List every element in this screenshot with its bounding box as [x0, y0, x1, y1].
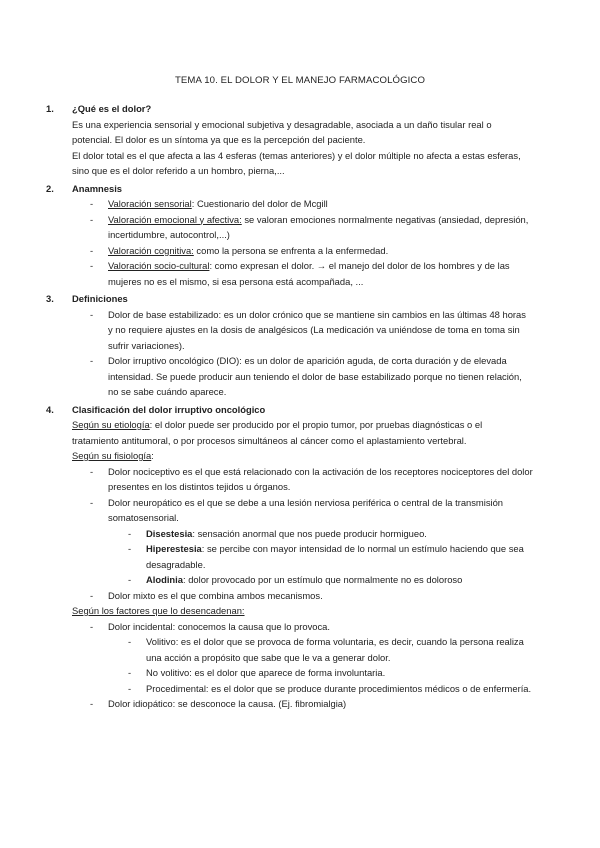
item-text: sufrir variaciones). [108, 339, 185, 351]
item-text: : se percibe con mayor intensidad de lo normal un estímulo haciendo que sea [201, 543, 524, 554]
sub-list-item [128, 665, 566, 681]
bullet-dash: - [128, 667, 132, 678]
item-text: : Cuestionario del dolor de Mcgill [191, 198, 328, 209]
bullet-dash: - [90, 260, 94, 271]
sub-list-item [128, 681, 566, 697]
bullet-dash: - [90, 496, 94, 508]
section-number: 2. [46, 182, 54, 194]
page-title: TEMA 10. EL DOLOR Y EL MANEJO FARMACOLÓGICO [174, 75, 426, 86]
item-text: somatosensorial. [108, 512, 179, 523]
item-text: : como expresan el dolor. → el manejo del dolor de los hombres y de las [209, 260, 510, 271]
item-text: Dolor mixto es el que combina ambos mecanismos. [108, 589, 323, 601]
subheading-etiologia: Según su etiología [72, 419, 150, 430]
bullet-dash: - [128, 636, 132, 647]
item-text: y no requiere ajustes en la dosis de analgésicos (La medicación va uniéndose de toma en toma sin [108, 324, 520, 335]
section-number: 4. [46, 403, 54, 415]
bullet-dash: - [90, 589, 94, 601]
item-text: una acción a propósito que sabe que le va a generar dolor. [146, 651, 391, 663]
item-text: no se sabe cuándo aparece. [108, 386, 227, 397]
item-term: Valoración sensorial [108, 198, 192, 209]
item-text: desagradable. [146, 558, 206, 570]
sub-list-item [128, 572, 566, 588]
etiologia-block [72, 417, 566, 448]
item-term: Valoración socio-cultural [108, 260, 210, 271]
bullet-dash: - [90, 465, 94, 477]
list-item [90, 619, 566, 635]
bullet-dash: - [128, 527, 132, 539]
text-line: sino que es el dolor referido a un hombro, pierna,... [72, 165, 285, 176]
list-item [90, 588, 566, 604]
sub-list-item [128, 526, 566, 542]
document-body [46, 101, 566, 712]
section-heading: Definiciones [72, 293, 128, 304]
list-item [90, 243, 566, 259]
list-item [90, 212, 566, 243]
item-text: se valoran emociones normalmente negativas (ansiedad, depresión, [241, 213, 529, 225]
text-line: potencial. El dolor es un síntoma ya que es la percepción del paciente. [72, 134, 366, 145]
item-term: Alodinia [146, 574, 183, 585]
text-line: El dolor total es el que afecta a las 4 esferas (temas anteriores) y el dolor múltiple no afecta a estas esferas, [72, 149, 521, 161]
item-text: mujeres no es el mismo, si esa persona está acompañada, ... [108, 275, 364, 287]
section-1 [46, 101, 566, 179]
item-text: Procedimental: es el dolor que se produce durante procedimientos médicos o de enfermería. [146, 682, 532, 694]
list-item [90, 258, 566, 289]
section-2 [46, 181, 566, 290]
bullet-dash: - [128, 543, 132, 554]
bullet-dash: - [90, 355, 94, 366]
list-item [90, 696, 566, 712]
list-item [90, 353, 566, 400]
section-heading: Anamnesis [72, 182, 123, 194]
item-text: incertidumbre, autocontrol,...) [108, 229, 230, 240]
text-line: Es una experiencia sensorial y emocional subjetiva y desagradable, asociada a un daño tisular real o [72, 118, 492, 130]
item-text: No volitivo: es el dolor que aparece de forma involuntaria. [146, 667, 386, 678]
bullet-dash: - [90, 213, 94, 225]
list-item [90, 196, 566, 212]
bullet-dash: - [90, 698, 94, 709]
bullet-dash: - [128, 574, 132, 585]
item-term: Disestesia [146, 527, 193, 539]
item-text: como la persona se enfrenta a la enfermedad. [193, 244, 389, 256]
bullet-dash: - [90, 620, 94, 632]
section-heading: ¿Qué es el dolor? [72, 103, 152, 114]
item-text: Dolor idiopático: se desconoce la causa. (Ej. fibromialgia) [108, 698, 347, 709]
section-3 [46, 291, 566, 400]
section-heading: Clasificación del dolor irruptivo oncológico [72, 403, 266, 415]
item-text: Dolor de base estabilizado: es un dolor crónico que se mantiene sin cambios en las últimas 48 horas [108, 308, 526, 320]
item-text: presentes en los distintos tejidos u órganos. [108, 481, 291, 492]
subheading-factores: Según los factores que lo desencadenan: [72, 605, 245, 616]
item-text: Dolor irruptivo oncológico (DIO): es un dolor de aparición aguda, de corta duración y de elevada [108, 355, 507, 366]
item-text: : sensación anormal que nos puede producir hormigueo. [192, 527, 427, 539]
section-number: 3. [46, 293, 54, 304]
subheading-fisiologia: Según su fisiología [72, 450, 152, 461]
factores-heading-line [72, 603, 566, 619]
item-text: Dolor neuropático es el que se debe a una lesión nerviosa periférica o central de la transmisión [108, 496, 504, 508]
item-text: Volitivo: es el dolor que se provoca de forma voluntaria, es decir, cuando la persona realiza [146, 636, 524, 647]
item-text: Dolor nociceptivo es el que está relacionado con la activación de los receptores nociceptores del dolor [108, 465, 533, 477]
item-text: : el dolor puede ser producido por el propio tumor, por pruebas diagnósticas o el [149, 419, 483, 430]
sub-list-item [128, 541, 566, 572]
list-item [90, 495, 566, 526]
item-text: tratamiento antitumoral, o por procesos simultáneos al cáncer como el aplastamiento vertebral. [72, 434, 467, 446]
item-text: intensidad. Se puede producir aun teniendo el dolor de base estabilizado porque no tienen relación, [108, 370, 522, 382]
sub-list-item [128, 634, 566, 665]
bullet-dash: - [128, 682, 132, 694]
section-4 [46, 402, 566, 712]
bullet-dash: - [90, 198, 94, 209]
list-item [90, 307, 566, 354]
item-term: Hiperestesia [146, 543, 202, 554]
bullet-dash: - [90, 244, 94, 256]
bullet-dash: - [90, 308, 94, 320]
item-term: Valoración cognitiva: [108, 244, 194, 256]
list-item [90, 464, 566, 495]
fisiologia-heading-line [72, 448, 566, 464]
section-number: 1. [46, 103, 54, 114]
item-term: Valoración emocional y afectiva: [108, 213, 242, 225]
heading-colon: : [151, 450, 154, 461]
item-text: : dolor provocado por un estímulo que normalmente no es doloroso [182, 574, 463, 585]
section-paragraph [72, 117, 566, 179]
item-text: Dolor incidental: conocemos la causa que lo provoca. [108, 620, 331, 632]
